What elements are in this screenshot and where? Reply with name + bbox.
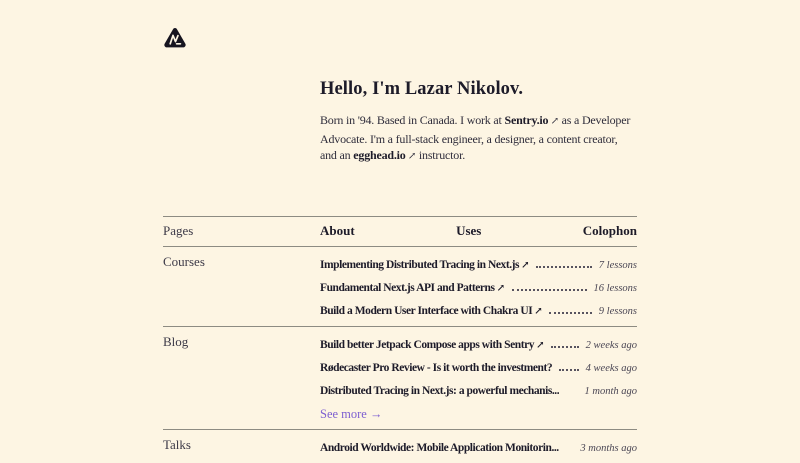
- item-meta: 9 lessons: [598, 305, 637, 317]
- item-title-link[interactable]: Android Worldwide: Mobile Application Monitorin...: [320, 441, 559, 454]
- section-blog: [163, 327, 637, 430]
- list-item: [320, 277, 637, 300]
- section-talks: [163, 430, 637, 463]
- list-item: [320, 357, 637, 380]
- nav-item-uses[interactable]: Uses: [456, 223, 482, 238]
- section-label-courses: Courses: [163, 253, 205, 269]
- item-meta: 2 weeks ago: [585, 339, 637, 351]
- list-item: [320, 437, 637, 460]
- dotted-leader: [536, 266, 592, 268]
- dotted-leader: [551, 346, 579, 348]
- external-link-icon: ↗: [532, 305, 543, 317]
- item-title-link[interactable]: Rødecaster Pro Review - Is it worth the investment?: [320, 361, 553, 374]
- intro-section: [320, 79, 637, 166]
- item-title-link[interactable]: Build a Modern User Interface with Chakra UI ↗: [320, 304, 543, 317]
- item-meta: 16 lessons: [593, 282, 637, 294]
- see-more-link[interactable]: See more →: [320, 406, 383, 421]
- item-meta: 7 lessons: [598, 259, 637, 271]
- dotted-leader: [559, 369, 579, 371]
- pages-nav: [163, 216, 637, 247]
- section-label-talks: Talks: [163, 436, 191, 452]
- section-rows-courses: [320, 254, 637, 323]
- dotted-leader: [512, 289, 587, 291]
- section-label-blog: Blog: [163, 333, 189, 349]
- list-item: [320, 334, 637, 357]
- section-rows-talks: [320, 437, 637, 460]
- nav-links: [320, 223, 637, 239]
- dotted-leader: [549, 312, 592, 314]
- item-title-link[interactable]: Build better Jetpack Compose apps with Sentry ↗: [320, 338, 545, 351]
- list-item: [320, 380, 637, 403]
- external-link-icon: ↗: [494, 282, 505, 294]
- nav-item-about[interactable]: About: [320, 223, 355, 238]
- item-title-link[interactable]: Implementing Distributed Tracing in Next.js ↗: [320, 258, 530, 271]
- content-sections: [163, 247, 637, 463]
- item-meta: 4 weeks ago: [585, 362, 637, 374]
- item-meta: 1 month ago: [584, 385, 637, 397]
- item-meta: 3 months ago: [580, 442, 637, 454]
- inline-link-sentry-io[interactable]: Sentry.io: [504, 113, 549, 127]
- inline-link-egghead-io[interactable]: egghead.io: [353, 148, 406, 162]
- section-rows-blog: [320, 334, 637, 426]
- site-logo[interactable]: [163, 27, 187, 50]
- item-title-link[interactable]: Fundamental Next.js API and Patterns ↗: [320, 281, 505, 294]
- nav-item-colophon[interactable]: Colophon: [582, 223, 637, 238]
- section-courses: [163, 247, 637, 327]
- list-item: [320, 254, 637, 277]
- intro-paragraph: Born in '94. Based in Canada. I work at Sentry.io ↗ as a Developer Advocate. I'm a full-stack engineer, a designer, a content creator, and an egghead.io ↗ instructor.: [320, 113, 631, 162]
- external-link-icon: ↗: [548, 116, 559, 127]
- list-item: [320, 300, 637, 323]
- external-link-icon: ↗: [534, 339, 545, 351]
- logo-icon: [163, 27, 187, 50]
- nav-label: Pages: [163, 223, 194, 238]
- external-link-icon: ↗: [405, 151, 417, 162]
- content-container: [163, 0, 637, 463]
- item-title-link[interactable]: Distributed Tracing in Next.js: a powerful mechanis...: [320, 384, 560, 397]
- page-title: Hello, I'm Lazar Nikolov.: [320, 79, 524, 99]
- external-link-icon: ↗: [519, 259, 530, 271]
